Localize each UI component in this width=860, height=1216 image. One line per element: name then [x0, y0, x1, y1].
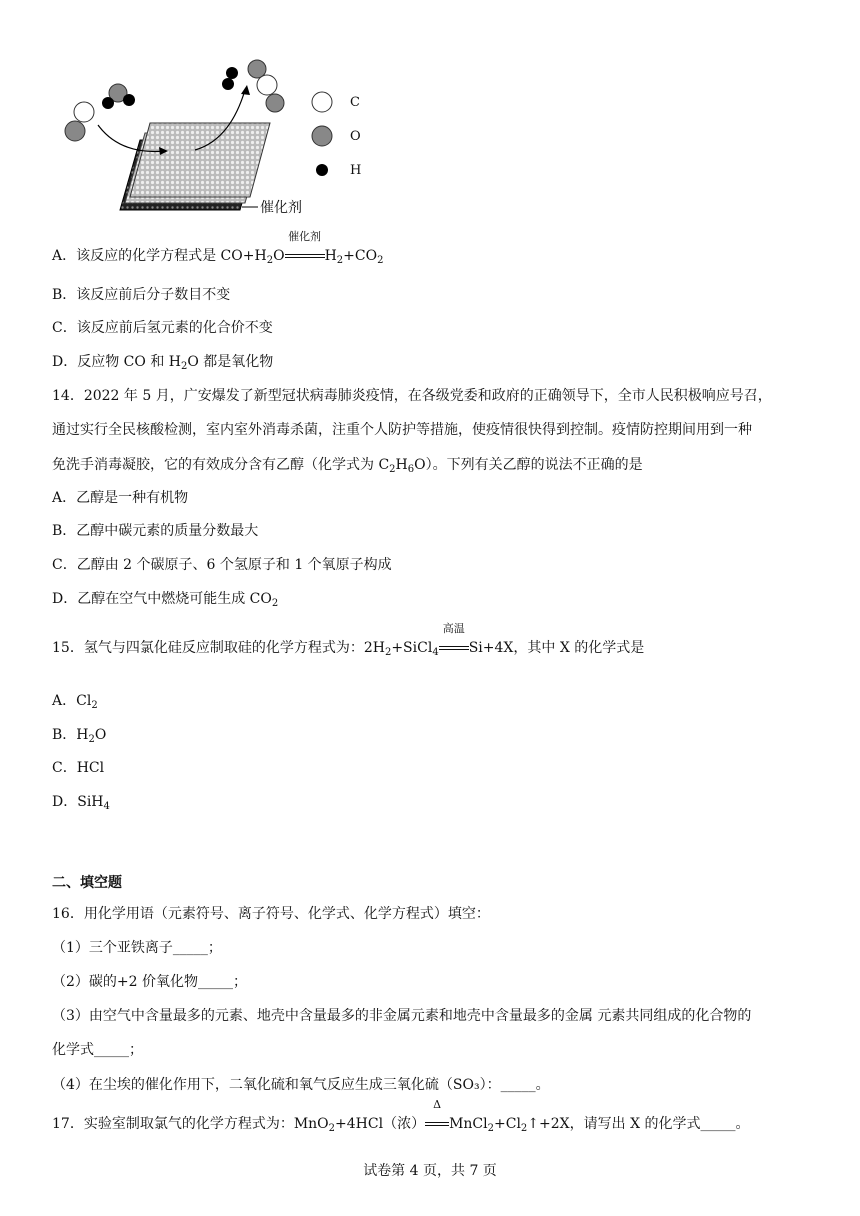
q14-option-d: D．乙醇在空气中燃烧可能生成 $CO_2$ — [52, 591, 279, 609]
q15-option-a: A．$Cl_2$ — [52, 693, 98, 711]
catalyst-label: 催化剂 — [260, 200, 302, 216]
q16-part-2: （2）碳的+2 价氧化物_____； — [52, 974, 247, 990]
q13-option-b: B．该反应前后分子数目不变 — [52, 287, 231, 303]
q17-stem: 17．实验室制取氯气的化学方程式为：MnO$_2$+4HCl（浓） Δ $MnCl_2+Cl_2↑+2X$，请写出 X 的化学式_____。 — [52, 1098, 750, 1134]
legend-item-h — [310, 158, 361, 182]
q13-option-c: C．该反应前后氢元素的化合价不变 — [52, 320, 273, 336]
black-dot-icon — [310, 158, 334, 182]
equation-condition: 高温 — [439, 638, 469, 658]
oxygen-atom — [266, 94, 284, 112]
hydrogen-atom — [226, 67, 238, 79]
catalyst-plate-top — [130, 123, 270, 197]
reaction-diagram-svg — [60, 55, 420, 220]
q15-option-b: B．$H_2O$ — [52, 727, 107, 745]
q16-part-3-line-2: 化学式_____； — [52, 1042, 143, 1058]
equation-condition: Δ — [425, 1114, 449, 1134]
q14-option-b: B．乙醇中碳元素的质量分数最大 — [52, 523, 259, 539]
q15-option-c: C．HCl — [52, 760, 105, 776]
q14-stem-line-1: 14．2022 年 5 月，广安爆发了新型冠状病毒肺炎疫情，在各级党委和政府的正确领导下，全市人民积极响应号召， — [52, 388, 772, 404]
oxygen-atom — [65, 121, 85, 141]
legend-item-o — [310, 124, 361, 148]
q16-stem: 16．用化学用语（元素符号、离子符号、化学式、化学方程式）填空： — [52, 906, 490, 922]
q14-stem-line-2: 通过实行全民核酸检测，室内室外消毒杀菌，注重个人防护等措施，使疫情很快得到控制。疫情防控期间用到一种 — [52, 422, 752, 438]
legend-label: C — [350, 94, 360, 110]
equation-condition: 催化剂 — [285, 246, 325, 266]
q14-option-c: C．乙醇由 2 个碳原子、6 个氢原子和 1 个氧原子构成 — [52, 557, 392, 573]
hydrogen-atom — [222, 78, 234, 90]
legend-label: O — [350, 128, 361, 144]
carbon-atom — [74, 102, 94, 122]
legend-item-c — [310, 90, 360, 114]
hydrogen-atom — [102, 97, 114, 109]
catalyst-diagram — [60, 55, 420, 220]
q16-part-4: （4）在尘埃的催化作用下，二氧化硫和氧气反应生成三氧化硫（SO₃）：_____。 — [52, 1077, 550, 1093]
q13-option-d: D．反应物 CO 和 $H_2O$ 都是氧化物 — [52, 354, 274, 372]
q14-stem-line-3: 免洗手消毒凝胶，它的有效成分含有乙醇（化学式为 $C_2H_6O$）。下列有关乙醇的说法不正确的是 — [52, 457, 643, 475]
hydrogen-atom — [123, 94, 135, 106]
q13-option-a: A．该反应的化学方程式是 $CO+H_2O$ 催化剂 $H_2+CO_2$ — [52, 230, 384, 266]
q15-stem: 15．氢气与四氯化硅反应制取硅的化学方程式为：$2H_2+SiCl_4$ 高温 Si+4X，其中 X 的化学式是 — [52, 622, 645, 658]
q14-option-a: A．乙醇是一种有机物 — [52, 490, 189, 506]
carbon-atom — [257, 75, 277, 95]
legend-label: H — [350, 162, 362, 178]
q16-part-1: （1）三个亚铁离子_____； — [52, 940, 222, 956]
page-footer: 试卷第 4 页，共 7 页 — [363, 1163, 497, 1179]
section-heading: 二、填空题 — [52, 875, 122, 891]
q16-part-3-line-1: （3）由空气中含量最多的元素、地壳中含量最多的非金属元素和地壳中含量最多的金属 元素共同组成的化合物的 — [52, 1008, 752, 1024]
white-circle-icon — [310, 90, 334, 114]
q15-option-d: D．SiH$_4$ — [52, 794, 110, 812]
gray-circle-icon — [310, 124, 334, 148]
